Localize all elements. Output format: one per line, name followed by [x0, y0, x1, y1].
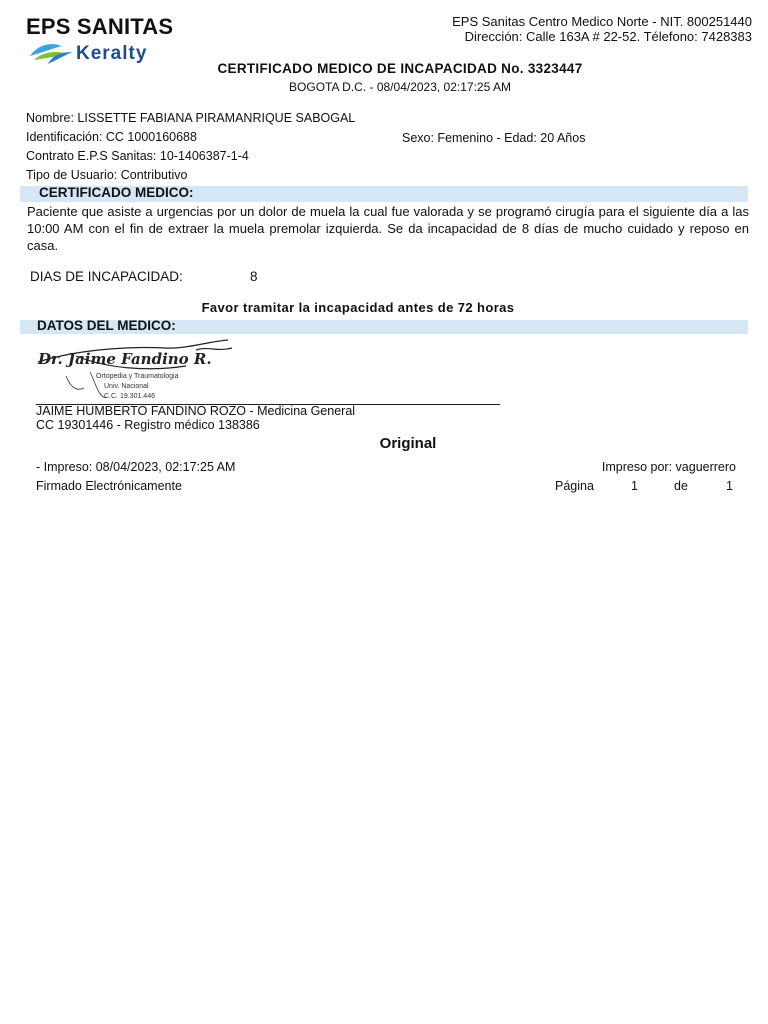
- patient-name: Nombre: LISSETTE FABIANA PIRAMANRIQUE SABOGAL: [26, 111, 356, 125]
- certificate-section-label: CERTIFICADO MEDICO:: [39, 185, 194, 200]
- signature-text: Dr. Jaime Fandino R.: [38, 350, 212, 368]
- page-label: Página: [555, 479, 594, 493]
- patient-sex-age: Sexo: Femenino - Edad: 20 Años: [402, 131, 586, 145]
- stamp-line-1: Ortopedia y Traumatologia: [96, 373, 179, 380]
- center-info: EPS Sanitas Centro Medico Norte - NIT. 800251440: [452, 14, 752, 29]
- page-current: 1: [631, 479, 638, 493]
- patient-identification: Identificación: CC 1000160688: [26, 130, 197, 144]
- signed-electronically: Firmado Electrónicamente: [36, 479, 182, 493]
- doctor-id-registry: CC 19301446 - Registro médico 138386: [36, 418, 260, 432]
- location-date: BOGOTA D.C. - 08/04/2023, 02:17:25 AM: [289, 80, 511, 94]
- patient-contract: Contrato E.P.S Sanitas: 10-1406387-1-4: [26, 149, 249, 163]
- doctor-name-specialty: JAIME HUMBERTO FANDINO ROZO - Medicina General: [36, 404, 356, 418]
- doctor-section-band: [20, 320, 748, 334]
- brand-title: EPS SANITAS: [26, 14, 174, 39]
- notice: Favor tramitar la incapacidad antes de 72 horas: [201, 300, 515, 315]
- certificate-text: Paciente que asiste a urgencias por un dolor de muela la cual fue valorada y se programó cirugía para el siguiente día a las 10:00 AM con el fin de extraer la muela premolar izquierda. Se da incapacidad de 8 días de mucho cuidado y reposo en casa.: [27, 204, 749, 253]
- original-label: Original: [379, 435, 437, 452]
- keralty-logo-text: Keralty: [76, 43, 148, 64]
- doctor-section-label: DATOS DEL MEDICO:: [37, 318, 176, 333]
- doctor-signature-stamp: [36, 336, 236, 406]
- address: Dirección: Calle 163A # 22-52. Télefono: 7428383: [464, 29, 752, 44]
- days-label: DIAS DE INCAPACIDAD:: [30, 269, 183, 284]
- certificate-title: CERTIFICADO MEDICO DE INCAPACIDAD No. 3323447: [217, 61, 583, 76]
- stamp-line-2: Univ. Nacional: [104, 383, 149, 390]
- page-total: 1: [726, 479, 733, 493]
- certificate-section-band: [20, 186, 748, 202]
- stamp-line-3: C.C. 19.301.446: [104, 393, 155, 400]
- printed-by: Impreso por: vaguerrero: [601, 460, 736, 474]
- page-of-label: de: [674, 479, 688, 493]
- printed-date: - Impreso: 08/04/2023, 02:17:25 AM: [36, 460, 236, 474]
- patient-user-type: Tipo de Usuario: Contributivo: [26, 168, 188, 182]
- days-value: 8: [250, 269, 258, 284]
